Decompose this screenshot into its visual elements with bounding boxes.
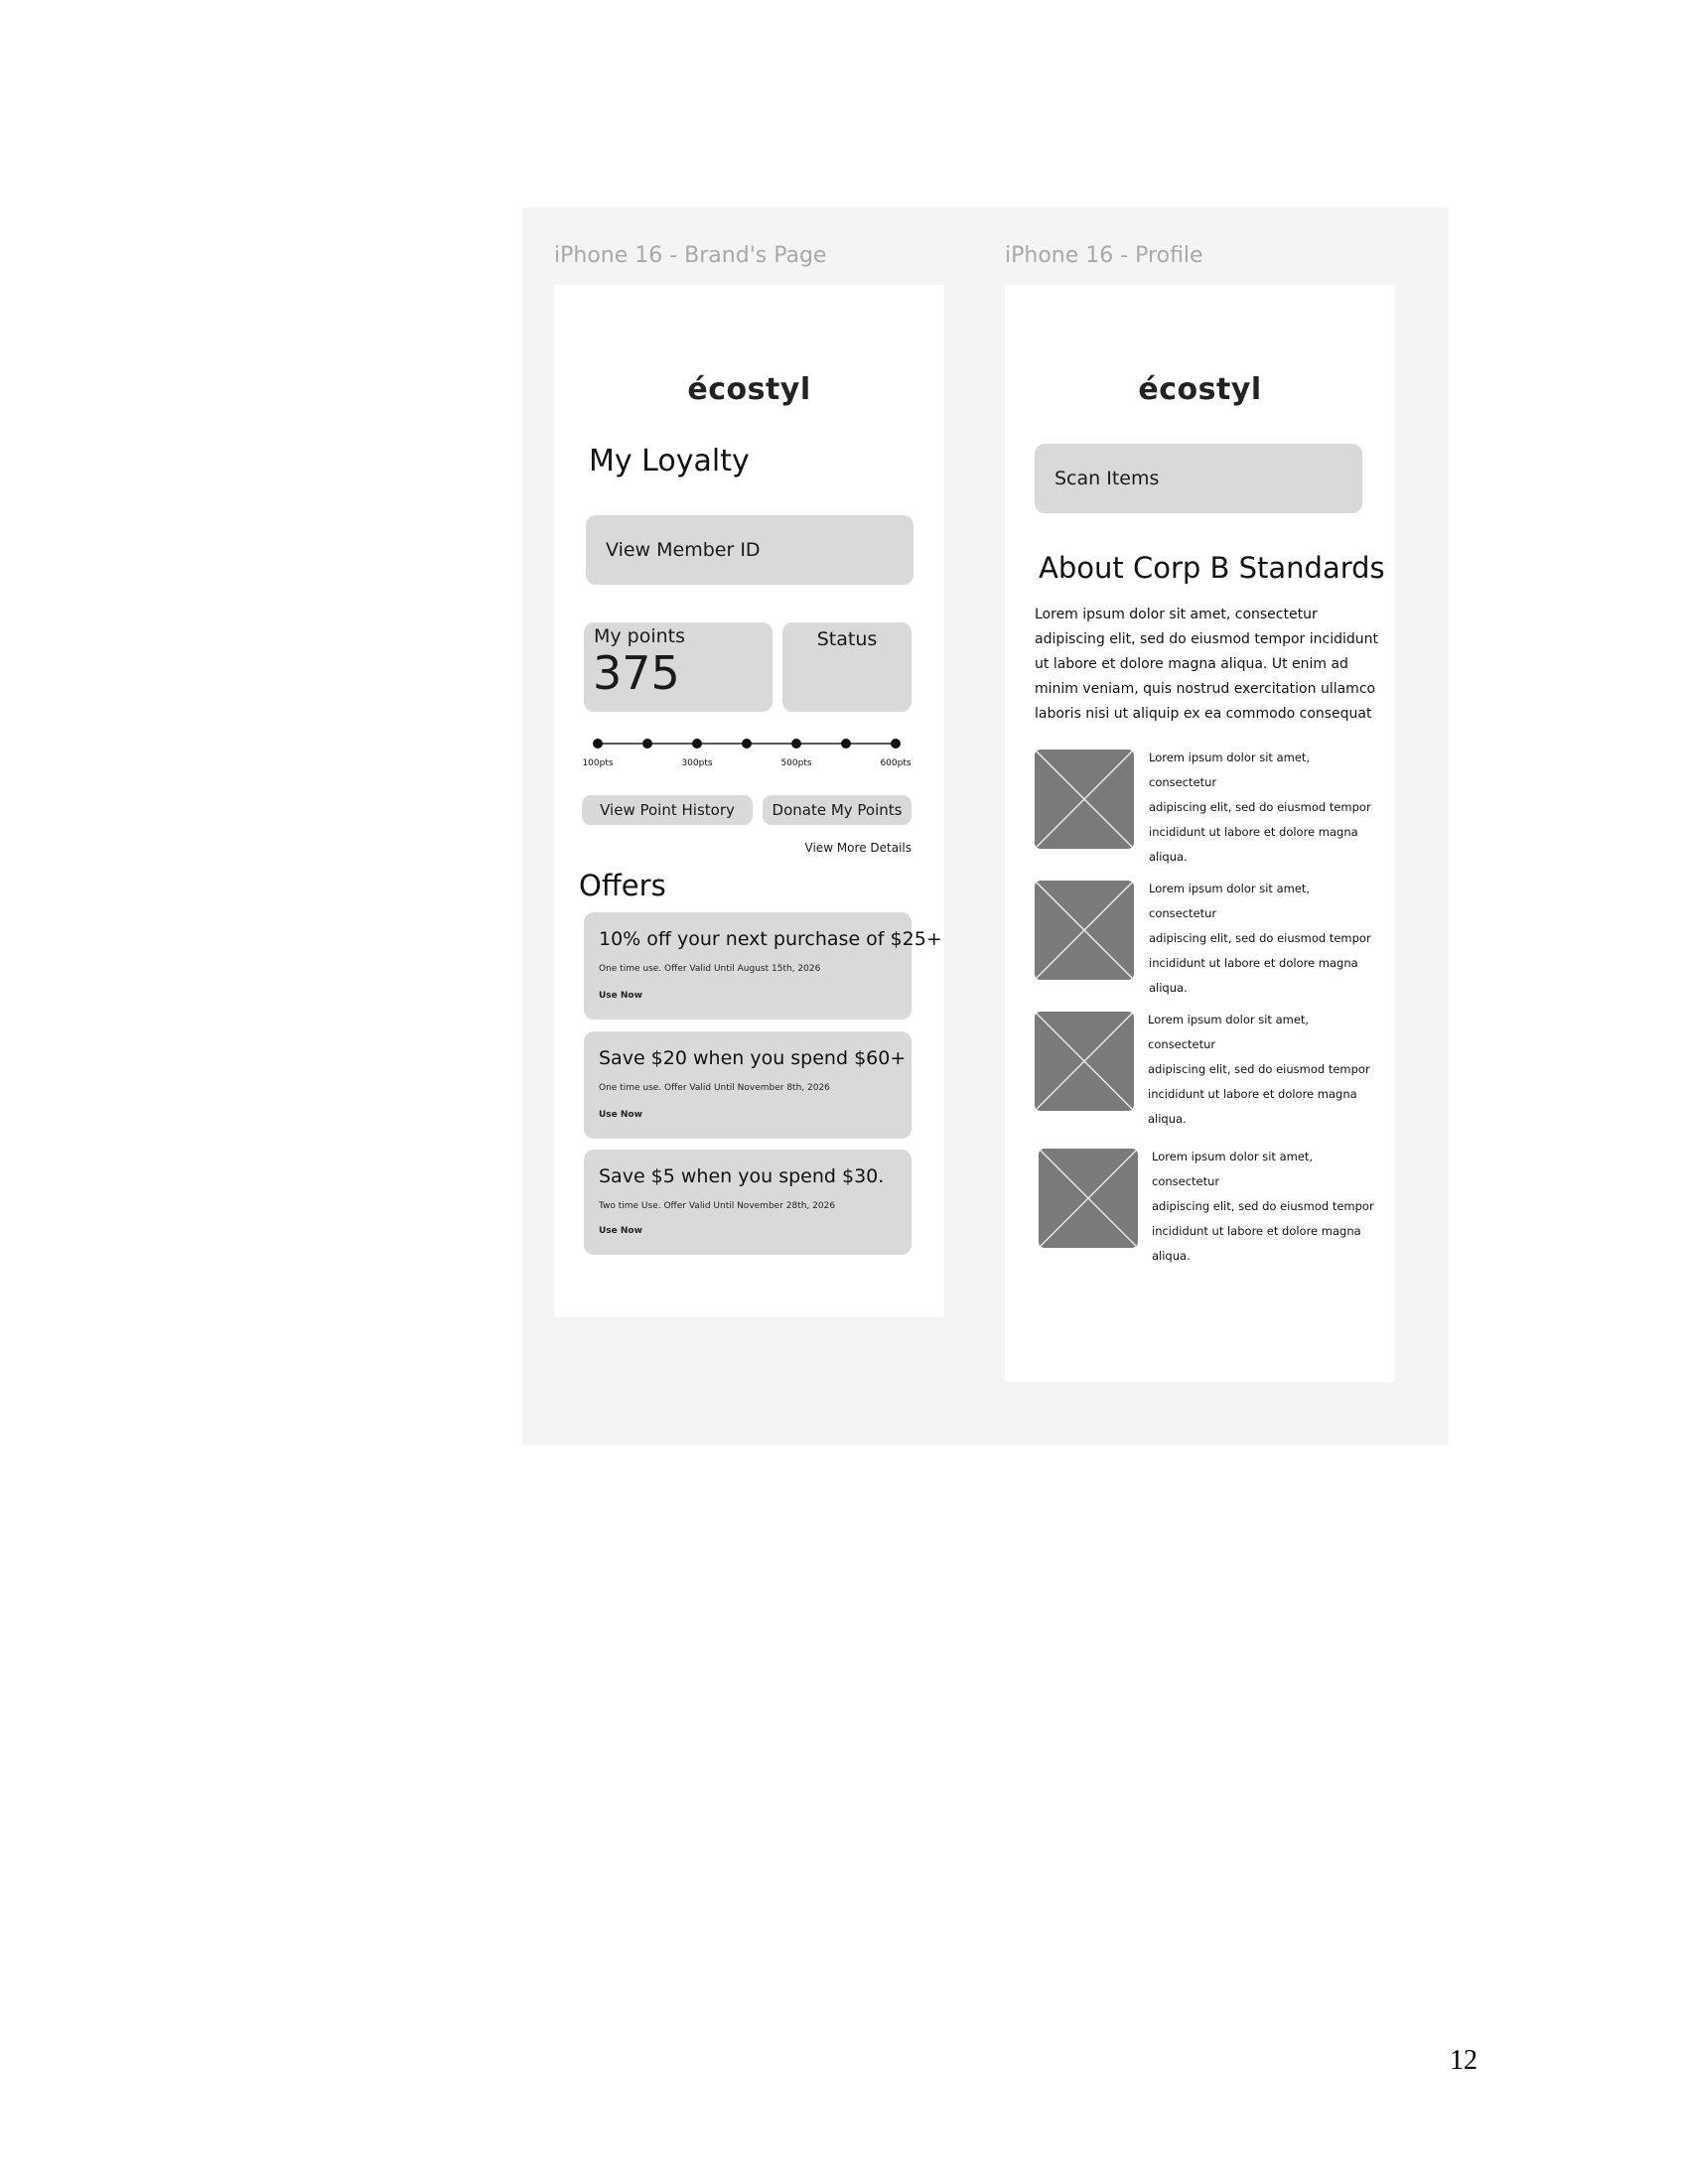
offer-terms: One time use. Offer Valid Until November 8th, 2026 (599, 1083, 830, 1093)
progress-label: 500pts (780, 758, 812, 768)
points-progress-track (554, 720, 944, 789)
progress-dot (791, 739, 801, 749)
progress-label: 600pts (880, 758, 912, 768)
offer-title: Save $5 when you spend $30. (599, 1165, 885, 1187)
image-placeholder-icon (1035, 750, 1134, 849)
about-line: laboris nisi ut aliquip ex ea commodo consequat (1035, 706, 1372, 722)
image-placeholder-icon (1039, 1149, 1138, 1248)
progress-dot (742, 739, 752, 749)
item-line: Lorem ipsum dolor sit amet, consectetur (1149, 751, 1311, 789)
item-line: aliqua. (1149, 850, 1188, 864)
status-label: Status (816, 628, 878, 650)
item-line: adipiscing elit, sed do eiusmod tempor (1149, 800, 1371, 814)
loyalty-title: My Loyalty (589, 444, 750, 478)
offer-card[interactable] (584, 912, 942, 1020)
about-line: Lorem ipsum dolor sit amet, consectetur (1035, 607, 1318, 622)
list-item-text (1149, 746, 1377, 870)
offers-title: Offers (579, 869, 666, 902)
offer-title: Save $20 when you spend $60+ (599, 1047, 907, 1069)
item-line: adipiscing elit, sed do eiusmod tempor (1149, 931, 1371, 945)
item-line: Lorem ipsum dolor sit amet, consectetur (1149, 882, 1311, 920)
item-line: incididunt ut labore et dolore magna (1152, 1224, 1361, 1238)
page-number: 12 (1450, 2045, 1477, 2076)
offer-use-now[interactable]: Use Now (599, 1110, 642, 1120)
offer-card[interactable] (584, 1150, 912, 1255)
view-more-details-link[interactable]: View More Details (804, 841, 912, 855)
progress-dot (593, 739, 603, 749)
view-point-history-button[interactable]: View Point History (582, 795, 753, 825)
frame-label-brands-page: iPhone 16 - Brand's Page (554, 243, 827, 268)
item-line: incididunt ut labore et dolore magna (1149, 956, 1358, 970)
scan-items-label: Scan Items (1055, 468, 1160, 489)
about-line: ut labore et dolore magna aliqua. Ut enim ad (1035, 656, 1348, 672)
item-line: aliqua. (1152, 1249, 1191, 1263)
design-canvas (522, 207, 1449, 1445)
progress-label: 300pts (681, 758, 713, 768)
item-line: aliqua. (1148, 1112, 1187, 1126)
about-title: About Corp B Standards (1039, 551, 1385, 585)
view-member-id-button[interactable] (586, 515, 914, 585)
list-item-text (1149, 877, 1377, 1001)
list-item-text (1148, 1008, 1376, 1132)
frame-label-profile: iPhone 16 - Profile (1005, 243, 1203, 268)
item-line: incididunt ut labore et dolore magna (1148, 1087, 1357, 1101)
status-card (782, 622, 912, 712)
points-label: My points (594, 625, 686, 647)
offer-card[interactable] (584, 1031, 912, 1139)
progress-label: 100pts (582, 758, 614, 768)
phone-brands-page (554, 285, 944, 1317)
item-line: Lorem ipsum dolor sit amet, consectetur (1152, 1150, 1314, 1188)
image-placeholder-icon (1035, 1012, 1134, 1111)
offer-use-now[interactable]: Use Now (599, 1226, 642, 1236)
item-line: adipiscing elit, sed do eiusmod tempor (1152, 1199, 1374, 1213)
progress-dot (891, 739, 901, 749)
item-line: adipiscing elit, sed do eiusmod tempor (1148, 1062, 1370, 1076)
brand-logo: écostyl (1138, 372, 1262, 407)
progress-dot (642, 739, 652, 749)
about-paragraph (1035, 603, 1382, 727)
item-line: aliqua. (1149, 981, 1188, 995)
phone-profile (1005, 285, 1395, 1382)
view-member-id-label: View Member ID (606, 539, 761, 561)
offer-terms: Two time Use. Offer Valid Until November 28th, 2026 (599, 1201, 836, 1211)
progress-dot (841, 739, 851, 749)
item-line: incididunt ut labore et dolore magna (1149, 825, 1358, 839)
image-placeholder-icon (1035, 881, 1134, 980)
offer-title: 10% off your next purchase of $25+ (599, 928, 942, 950)
scan-items-button[interactable] (1035, 444, 1362, 513)
brand-logo: écostyl (687, 372, 811, 407)
list-item-text (1152, 1145, 1380, 1269)
item-line: Lorem ipsum dolor sit amet, consectetur (1148, 1013, 1310, 1051)
about-line: minim veniam, quis nostrud exercitation ullamco (1035, 681, 1376, 697)
progress-dot (692, 739, 702, 749)
donate-my-points-button[interactable]: Donate My Points (763, 795, 912, 825)
offer-use-now[interactable]: Use Now (599, 991, 642, 1001)
points-card (584, 622, 773, 712)
offer-terms: One time use. Offer Valid Until August 15th, 2026 (599, 964, 821, 974)
points-value: 375 (593, 646, 680, 700)
about-line: adipiscing elit, sed do eiusmod tempor incididunt (1035, 631, 1379, 647)
